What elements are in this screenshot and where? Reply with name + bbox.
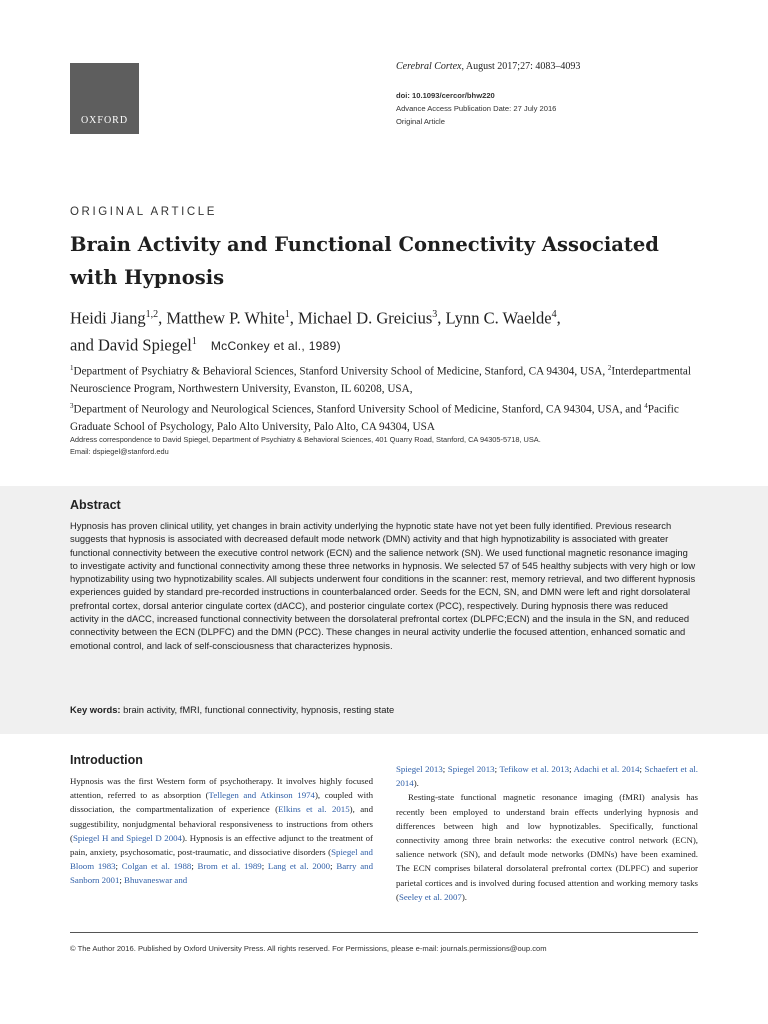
author-separator: , [556, 308, 561, 328]
author-affiliation-sup: 1 [191, 335, 197, 347]
author-affiliation-sup: 3 [432, 309, 438, 320]
citation-link[interactable]: Adachi et al. 2014 [573, 764, 640, 774]
intro-paragraph [396, 790, 698, 904]
citation-link[interactable]: Spiegel H and Spiegel D 2004 [72, 832, 182, 843]
overlay-annotation: McConkey et al., 1989) [210, 339, 341, 353]
affiliation-text: Department of Psychiatry & Behavioral Sciences, Stanford University School of Medicine, Stanford, CA 94304, USA, [73, 365, 608, 378]
citation-link[interactable]: Lang et al. 2000 [267, 861, 331, 872]
advance-access-date: Advance Access Publication Date: 27 July 2016 [396, 104, 557, 113]
body-text: Resting-state functional magnetic resonance imaging (fMRI) analysis has recently been employed to understand brain effects underlying hypnosis and differences between high and low hypnotizables. Specifically, functional connectivity among three brain networks: the executive control network (ECN), salience network (SN), and default mode networks (DMNs) have been examined. The ECN comprises bilateral dorsolateral prefrontal cortex (DLPFC) and superior parietal cortices and is involved during focused attention and working memory tasks ( [396, 792, 698, 902]
citation-link[interactable]: Tellegen and Atkinson 1974 [208, 790, 315, 801]
affiliation-text: Interdepartmental Neuroscience Program, Northwestern University, Evanston, IL 60208, USA, [70, 365, 691, 396]
affiliation-sup: 1 [70, 364, 74, 372]
affiliation-sup: 2 [607, 364, 612, 372]
correspondence-address: Address correspondence to David Spiegel, Department of Psychiatry & Behavioral Sciences, 401 Quarry Road, Stanford, CA 94305-5718, USA. [70, 435, 541, 444]
correspondence-email[interactable]: Email: dspiegel@stanford.edu [70, 447, 169, 456]
journal-citation [396, 61, 580, 72]
abstract-text: Hypnosis has proven clinical utility, yet changes in brain activity underlying the hypnotic state have not yet been fully identified. Previous research suggests that hypnosis is associated with decreased default mode network (DMN) activity and that high hypnotizability is associated with greater functional connectivity between the executive control network (ECN) and the salience network (SN). We used functional magnetic resonance imaging to investigate activity and functional connectivity among these three networks in hypnosis. We selected 57 of 545 healthy subjects with very high or low hypnotizability using two hypnotizability scales. All subjects underwent four conditions in the scanner: rest, memory retrieval, and two different hypnosis experiences guided by standard pre-recorded instructions in counterbalanced order. Seeds for the ECN, SN, and DMN were left and right dorsolateral prefrontal cortex, dorsal anterior cingulate cortex (dACC), and posterior cingulate cortex (PCC), respectively. During hypnosis there was reduced activity in the dACC, increased functional connectivity between the dorsolateral prefrontal cortex (DLPFC;ECN) and the insula in the SN, and reduced connectivity between the ECN (DLPFC) and the DMN (PCC). These changes in neural activity underlie the focused attention, enhanced somatic and emotional control, and lack of self-consciousness that characterizes hypnosis. [70, 520, 696, 651]
body-text: ; [261, 861, 268, 872]
author-line-1 [70, 303, 710, 330]
affiliation-text: Pacific Graduate School of Psychology, Palo Alto University, Palo Alto, CA 94304, USA [70, 404, 679, 434]
author-name[interactable]: , Lynn C. Waelde [437, 308, 552, 328]
keywords [70, 704, 698, 715]
abstract-heading: Abstract [70, 498, 121, 512]
author-affiliation-sup: 1,2 [145, 309, 159, 320]
citation-link[interactable]: Tefikow et al. 2013 [499, 764, 570, 774]
section-kicker: ORIGINAL ARTICLE [70, 206, 218, 218]
author-name[interactable]: and David Spiegel [70, 335, 192, 354]
affiliation-text: Department of Neurology and Neurological Sciences, Stanford University School of Medicine, Stanford, CA 94304, USA, and [73, 404, 645, 417]
footer-divider [70, 932, 698, 933]
citation-link[interactable]: Brom et al. 1989 [197, 861, 262, 872]
journal-name: Cerebral Cortex [396, 61, 462, 72]
introduction-heading: Introduction [70, 753, 143, 767]
body-text: ; [442, 764, 448, 774]
body-text: ). Hypnosis is an effective adjunct to the treatment of pain, anxiety, psychosomatic, post-traumatic, and dissociative disorders ( [70, 832, 373, 858]
intro-paragraph [70, 774, 373, 888]
author-list [70, 303, 710, 358]
oxford-logo [70, 63, 139, 134]
citation-link[interactable]: Spiegel and Bloom 1983 [70, 847, 373, 872]
article-title: Brain Activity and Functional Connectivity Associated with Hypnosis [70, 233, 659, 289]
affiliations [70, 360, 700, 437]
keywords-list: brain activity, fMRI, functional connectivity, hypnosis, resting state [120, 704, 395, 715]
copyright-footer: © The Author 2016. Published by Oxford University Press. All rights reserved. For Permissions, please e-mail: journals.permissions@oup.com [70, 944, 547, 953]
affiliation-sup: 3 [70, 402, 74, 411]
body-text: ; [639, 764, 645, 774]
intro-paragraph-continued [396, 762, 698, 790]
intro-column-right [396, 762, 698, 904]
body-text: ; [115, 861, 122, 872]
intro-column-left [70, 774, 373, 888]
author-line-2 [70, 330, 710, 359]
citation-link[interactable]: Bhuvaneswar and [124, 875, 188, 886]
correspondence [70, 434, 710, 458]
citation-link[interactable]: Seeley et al. 2007 [398, 891, 462, 902]
article-type: Original Article [396, 117, 445, 126]
body-text: ; [119, 875, 125, 886]
journal-issue: , August 2017;27: 4083–4093 [461, 61, 581, 72]
author-name[interactable]: Heidi Jiang [70, 308, 146, 328]
body-text: ), coupled with dissociation, the compartmentalization of experience ( [70, 790, 373, 815]
body-text: ). [461, 891, 467, 902]
doi[interactable]: doi: 10.1093/cercor/bhw220 [396, 91, 495, 100]
body-text: ; [330, 861, 337, 872]
author-name[interactable]: , Michael D. Greicius [289, 308, 433, 328]
affiliation-sup: 4 [644, 402, 648, 411]
body-text: ; [191, 861, 198, 872]
body-text: ), and suggestibility, nonjudgmental behavioral responsiveness to instructions from others ( [70, 804, 373, 843]
body-text: ; [569, 764, 574, 774]
citation-link[interactable]: Schaefert et al. 2014 [396, 764, 699, 789]
body-text: Hypnosis was the first Western form of psychotherapy. It involves highly focused attention, referred to as absorption ( [70, 776, 373, 801]
author-name[interactable]: , Matthew P. White [158, 308, 285, 328]
body-text: ). [413, 778, 419, 789]
logo-text: OXFORD [80, 115, 129, 126]
citation-link[interactable]: Elkins et al. 2015 [278, 804, 350, 815]
citation-link[interactable]: Barry and Sanborn 2001 [70, 861, 373, 886]
article-meta [396, 89, 556, 128]
author-affiliation-sup: 4 [551, 309, 557, 320]
citation-link[interactable]: Spiegel 2013 [447, 764, 495, 774]
citation-link[interactable]: Colgan et al. 1988 [121, 861, 192, 872]
body-text: ; [494, 764, 500, 774]
keywords-label: Key words: [70, 704, 121, 715]
citation-link[interactable]: Spiegel 2013 [396, 764, 443, 774]
author-affiliation-sup: 1 [284, 309, 290, 320]
